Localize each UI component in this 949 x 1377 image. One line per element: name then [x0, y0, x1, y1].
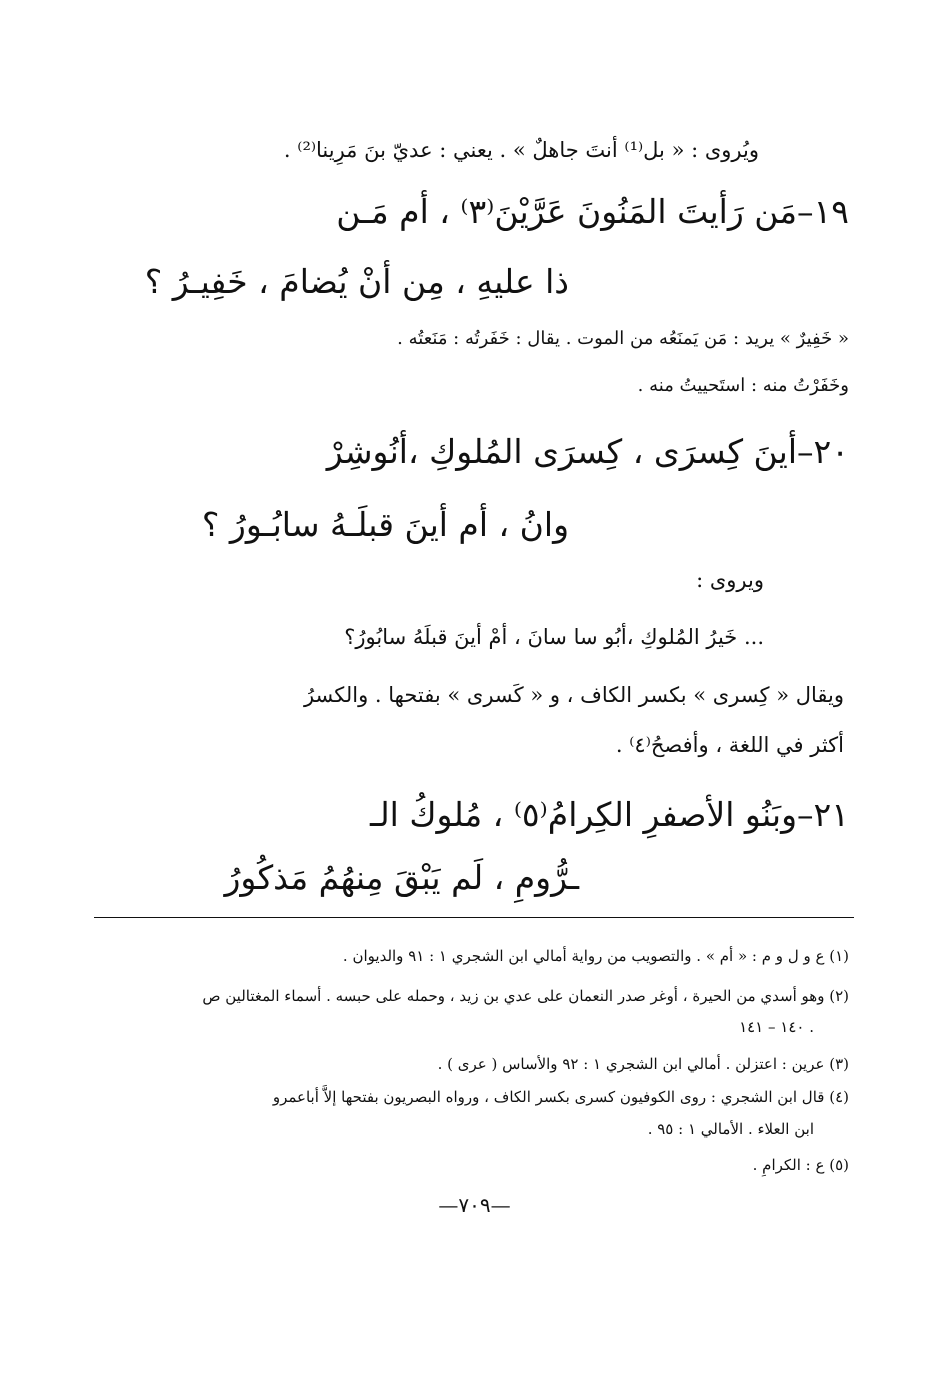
- verse-20-second-half: وانُ ، أم أينَ قبلَـهُ سابُـورُ ؟: [201, 505, 569, 544]
- gloss-khafir: « خَفِيرٌ » يريد : مَن يَمنَعُه من الموت . يقال : خَفَرتُه : مَنَعتُه .: [397, 328, 849, 349]
- page-number: —٧٠٩—: [438, 1193, 511, 1217]
- footnote-3: (٣) عرين : اعتزلن . أمالي ابن الشجري ١ : ٩٢ والأساس ( عرى ) .: [437, 1055, 849, 1073]
- footnote-1: (١) ع و ل و م : « أم » . والتصويب من رواية أمالي ابن الشجري ١ : ٩١ والديوان .: [342, 947, 849, 965]
- verse-21-second-half: ـرُّومِ ، لَم يَبْقَ مِنهُمُ مَذكُورُ: [224, 858, 579, 897]
- verse-variant: ... خَيرُ المُلوكِ ،أبُو سا سانَ ، أمْ أينَ قبلَهُ سابُورُ؟: [344, 625, 764, 649]
- verse-21-first-half: ٢١–وبَنُو الأصفرِ الكِرامُ⁽٥⁾ ، مُلوكُ الـ: [369, 795, 849, 834]
- text-line-riwaya: ويُروى : « بل⁽¹⁾ أنتَ جاهلٌ » . يعني : عديّ بنَ مَرِينا⁽²⁾ .: [283, 138, 759, 162]
- verse-20-first-half: ٢٠–أينَ كِسرَى ، كِسرَى المُلوكِ ،أنُوشِرْ: [326, 432, 849, 471]
- verse-19-first-half: ١٩–مَن رَأيتَ المَنُونَ عَرَّيْنَ⁽٣⁾ ، أم مَـن: [336, 192, 849, 231]
- verse-19-second-half: ذا عليهِ ، مِن أنْ يُضامَ ، خَفِيـرُ ؟: [144, 262, 569, 301]
- footnote-4-continued: ابن العلاء . الأمالي ١ : ٩٥ .: [647, 1120, 814, 1138]
- footnote-2: (٢) وهو أسدي من الحيرة ، أوغر صدر النعمان على عدي بن زيد ، وحمله على حبسه . أسماء المغتالين ص: [202, 987, 849, 1005]
- footnote-2-continued: ١٤٠ – ١٤١ .: [739, 1018, 814, 1036]
- text-line-akthar: أكثر في اللغة ، وأفصحُ⁽٤⁾ .: [615, 733, 844, 757]
- text-line-kisra: ويقال « كِسرى » بكسر الكاف ، و « كَسرى » بفتحها . والكسرُ: [303, 683, 844, 707]
- footnote-5: (٥) ع : الكرامِ .: [752, 1156, 849, 1174]
- footnote-4: (٤) قال ابن الشجري : روى الكوفيون كسرى بكسر الكاف ، ورواه البصريون بفتحها إلاَّ أباعمرو: [272, 1088, 849, 1106]
- text-line-yurwa: ويروى :: [696, 568, 764, 592]
- gloss-khafartu: وخَفَرْتُ منه : استَحييتُ منه .: [637, 375, 849, 396]
- footnote-divider: [94, 917, 854, 918]
